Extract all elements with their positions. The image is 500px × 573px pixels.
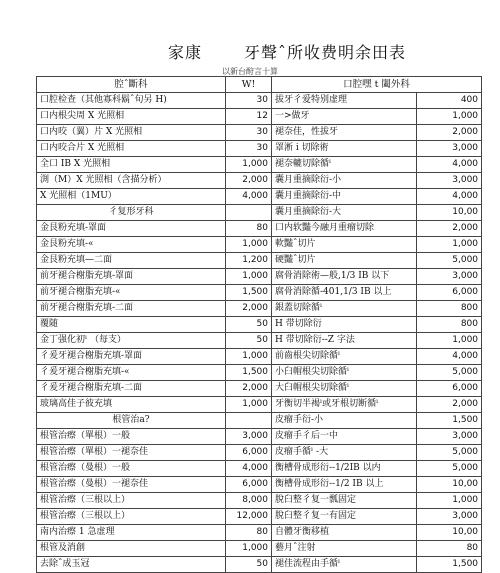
table-row (37, 125, 482, 141)
right-item-cell: 腐骨消除循-401,1/3 IB 以上 (272, 285, 417, 301)
right-item-cell: 皮瘤手循ˡ -大 (272, 445, 417, 461)
right-item-cell: 囊月重摘除衍-中 (272, 189, 417, 205)
left-item-cell: 全口 IB X 光照相 (37, 157, 226, 173)
right-item-cell: 軟豔ˆ切片 (272, 237, 417, 253)
table-row (37, 429, 482, 445)
table-row (37, 109, 482, 125)
header-left-price: W! (226, 77, 272, 93)
right-item-cell: 褪奈佳，性拔牙 (272, 125, 417, 141)
right-item-cell: 銀蓋切除循ˡ (272, 301, 417, 317)
right-item-cell: 脫臼整彳复一瓢固定 (272, 493, 417, 509)
right-item-cell: 罩淅 i 切除術 (272, 141, 417, 157)
fee-table-body (37, 93, 482, 573)
left-price-cell: 4,000 (226, 461, 272, 477)
table-row (37, 141, 482, 157)
right-item-cell: 藝月ˆ注射 (272, 541, 417, 557)
table-row (37, 509, 482, 525)
left-item-cell: 渕（M）X 光照相（含描分析） (37, 173, 226, 189)
table-row (37, 541, 482, 557)
left-item-cell: 根管治瘵（曼根）一般 (37, 461, 226, 477)
right-item-cell: 腐骨消除術—般,1/3 IB 以下 (272, 269, 417, 285)
left-item-cell: 根管治瘵（三根以上） (37, 493, 226, 509)
left-price-cell: 1,500 (226, 285, 272, 301)
right-price-cell: 80 (417, 541, 482, 557)
table-header-row (37, 77, 482, 93)
left-price-cell: 2,000 (226, 301, 272, 317)
table-row (37, 349, 482, 365)
right-price-cell: 4,000 (417, 157, 482, 173)
right-price-cell: 10,00 (417, 205, 482, 221)
left-price-cell: 3,000 (226, 429, 272, 445)
right-price-cell: 400 (417, 93, 482, 109)
table-row (37, 461, 482, 477)
left-price-cell: 12,000 (226, 509, 272, 525)
left-item-cell: 口内根尖周 X 光照相 (37, 109, 226, 125)
right-price-cell: 800 (417, 301, 482, 317)
right-price-cell: 5,000 (417, 365, 482, 381)
left-price-cell: 30 (226, 93, 272, 109)
right-item-cell: 褪佳流程由手循ˡ (272, 557, 417, 573)
title-right: 牙聲ˆ所收费明余田表 (244, 43, 407, 62)
table-row (37, 237, 482, 253)
left-item-cell: 根管治瘵（曼根）一褪奈佳 (37, 477, 226, 493)
left-item-cell: 前牙褪合榭脂充填-二面 (37, 301, 226, 317)
left-price-cell: 50 (226, 557, 272, 573)
right-item-cell: 衡槽骨成形衍--1/2 IB 以上 (272, 477, 417, 493)
right-price-cell: 4,000 (417, 349, 482, 365)
table-row (37, 397, 482, 413)
table-row (37, 365, 482, 381)
left-price-cell: 80 (226, 525, 272, 541)
left-item-cell: 口内咬合片 X 光照相 (37, 141, 226, 157)
right-price-cell: 6,000 (417, 285, 482, 301)
table-row (37, 525, 482, 541)
left-price-cell (226, 205, 272, 221)
right-item-cell: 囊月重摘除衍-小 (272, 173, 417, 189)
right-price-cell: 1,500 (417, 413, 482, 429)
right-price-cell: 10,00 (417, 477, 482, 493)
left-item-cell: 金艮粉充填-« (37, 237, 226, 253)
left-price-cell: 1,200 (226, 253, 272, 269)
header-left-item: 腔ˆ斷科 (37, 77, 226, 93)
table-row (37, 493, 482, 509)
right-price-cell: 2,000 (417, 221, 482, 237)
left-price-cell: 2,000 (226, 173, 272, 189)
header-right-item: 口腔嘿 t 闔外科 (272, 77, 482, 93)
left-price-cell: 1,000 (226, 541, 272, 557)
left-item-cell: 覆随 (37, 317, 226, 333)
table-row (37, 381, 482, 397)
right-price-cell: 3,000 (417, 269, 482, 285)
table-row (37, 205, 482, 221)
left-item-cell: 去除ˆ成玉冠 (37, 557, 226, 573)
left-price-cell: 1,000 (226, 349, 272, 365)
left-item-cell: 口内咬（翼）片 X 光照相 (37, 125, 226, 141)
left-item-cell: 口腔检查（其他寡科鬍ˆ旬另 H) (37, 93, 226, 109)
left-price-cell: 1,000 (226, 157, 272, 173)
right-price-cell: 1,000 (417, 237, 482, 253)
currency-note: 以新台酧言十算 (222, 67, 278, 76)
table-row (37, 93, 482, 109)
right-item-cell: 小臼帽根尖切除循ˡ (272, 365, 417, 381)
right-item-cell: 前齒根尖切除循ˡ (272, 349, 417, 365)
right-item-cell: 自體牙衡移植 (272, 525, 417, 541)
right-price-cell: 2,000 (417, 125, 482, 141)
right-price-cell: 6,000 (417, 381, 482, 397)
right-price-cell: 800 (417, 317, 482, 333)
left-price-cell: 30 (226, 141, 272, 157)
right-price-cell: 4,000 (417, 189, 482, 205)
right-price-cell: 1,000 (417, 333, 482, 349)
left-price-cell: 50 (226, 317, 272, 333)
table-row (37, 557, 482, 573)
left-price-cell: 6,000 (226, 445, 272, 461)
left-item-cell: 根管治瘵（單根）一褪奈佳 (37, 445, 226, 461)
left-price-cell: 4,000 (226, 189, 272, 205)
table-row (37, 333, 482, 349)
right-item-cell: 一>做牙 (272, 109, 417, 125)
table-row (37, 157, 482, 173)
right-item-cell: 大臼帽根尖切除循ˡ (272, 381, 417, 397)
left-item-cell: 玻璃高佳子彼充填 (37, 397, 226, 413)
table-row (37, 317, 482, 333)
right-price-cell: 5,000 (417, 445, 482, 461)
table-row (37, 173, 482, 189)
left-price-cell: 8,000 (226, 493, 272, 509)
table-row (37, 477, 482, 493)
left-price-cell (226, 413, 272, 429)
left-price-cell: 1,000 (226, 269, 272, 285)
right-item-cell: 口内软豔今融月重瘤切除 (272, 221, 417, 237)
table-row (37, 301, 482, 317)
right-price-cell: 3,000 (417, 429, 482, 445)
right-item-cell: 牙衡切半褐ˡ或牙根切断循ˡ (272, 397, 417, 413)
left-item-cell: 前牙褪合榭脂充填-罩面 (37, 269, 226, 285)
table-row (37, 221, 482, 237)
left-item-cell: 彳复形牙科 (37, 205, 226, 221)
right-item-cell: 囊月重摘除衍-大 (272, 205, 417, 221)
right-price-cell: 3,000 (417, 141, 482, 157)
left-item-cell: 前牙褪合榭脂充填-« (37, 285, 226, 301)
right-item-cell: H 带切除衍 (272, 317, 417, 333)
left-item-cell: 金丁强化初ˡ （每支） (37, 333, 226, 349)
right-price-cell: 1,500 (417, 557, 482, 573)
right-item-cell: 皮瘤手衍-小 (272, 413, 417, 429)
right-item-cell: 硬豔ˆ切片 (272, 253, 417, 269)
right-item-cell: 褪奈轆切除循ˡ (272, 157, 417, 173)
table-row (37, 269, 482, 285)
left-item-cell: 金艮粉充填-罩面 (37, 221, 226, 237)
left-price-cell: 1,000 (226, 237, 272, 253)
left-item-cell: 金艮粉充填—二面 (37, 253, 226, 269)
left-item-cell: 根管治瘵（單根）一般 (37, 429, 226, 445)
left-item-cell: 彳爰牙褪合榭脂充填-« (37, 365, 226, 381)
left-item-cell: X 光照相（1MU） (37, 189, 226, 205)
table-row (37, 189, 482, 205)
right-item-cell: 脫臼整彳复一有固定 (272, 509, 417, 525)
right-price-cell: 2,000 (417, 397, 482, 413)
right-item-cell: H 带切除衍--Z 字法 (272, 333, 417, 349)
table-row (37, 285, 482, 301)
left-price-cell: 12 (226, 109, 272, 125)
left-item-cell: 彳爰牙褪合榭脂充填-二面 (37, 381, 226, 397)
left-price-cell: 50 (226, 333, 272, 349)
right-item-cell: 拔牙彳爱特别虚理 (272, 93, 417, 109)
left-item-cell: 南内治瘵 1 急虚理 (37, 525, 226, 541)
table-row (37, 445, 482, 461)
right-price-cell: 1,000 (417, 493, 482, 509)
table-row (37, 413, 482, 429)
fee-table (36, 76, 482, 573)
left-price-cell: 80 (226, 221, 272, 237)
left-price-cell: 1,500 (226, 365, 272, 381)
left-item-cell: 根管及消創 (37, 541, 226, 557)
right-item-cell: 皮瘤手彳后一中 (272, 429, 417, 445)
table-row (37, 253, 482, 269)
title-left: 家康 (168, 43, 203, 62)
right-item-cell: 衡槽骨成形衍--1/2IB 以内 (272, 461, 417, 477)
left-price-cell: 30 (226, 125, 272, 141)
right-price-cell: 3,000 (417, 509, 482, 525)
left-item-cell: 根管治瘵（三根以上） (37, 509, 226, 525)
left-price-cell: 6,000 (226, 477, 272, 493)
left-price-cell: 1,000 (226, 397, 272, 413)
right-price-cell: 5,000 (417, 253, 482, 269)
right-price-cell: 3,000 (417, 173, 482, 189)
right-price-cell: 5,000 (417, 461, 482, 477)
right-price-cell: 10,00 (417, 525, 482, 541)
right-price-cell: 1,000 (417, 109, 482, 125)
left-item-cell: 根管治a? (37, 413, 226, 429)
left-price-cell: 2,000 (226, 381, 272, 397)
left-item-cell: 彳爰牙褪合榭脂充填-罩面 (37, 349, 226, 365)
